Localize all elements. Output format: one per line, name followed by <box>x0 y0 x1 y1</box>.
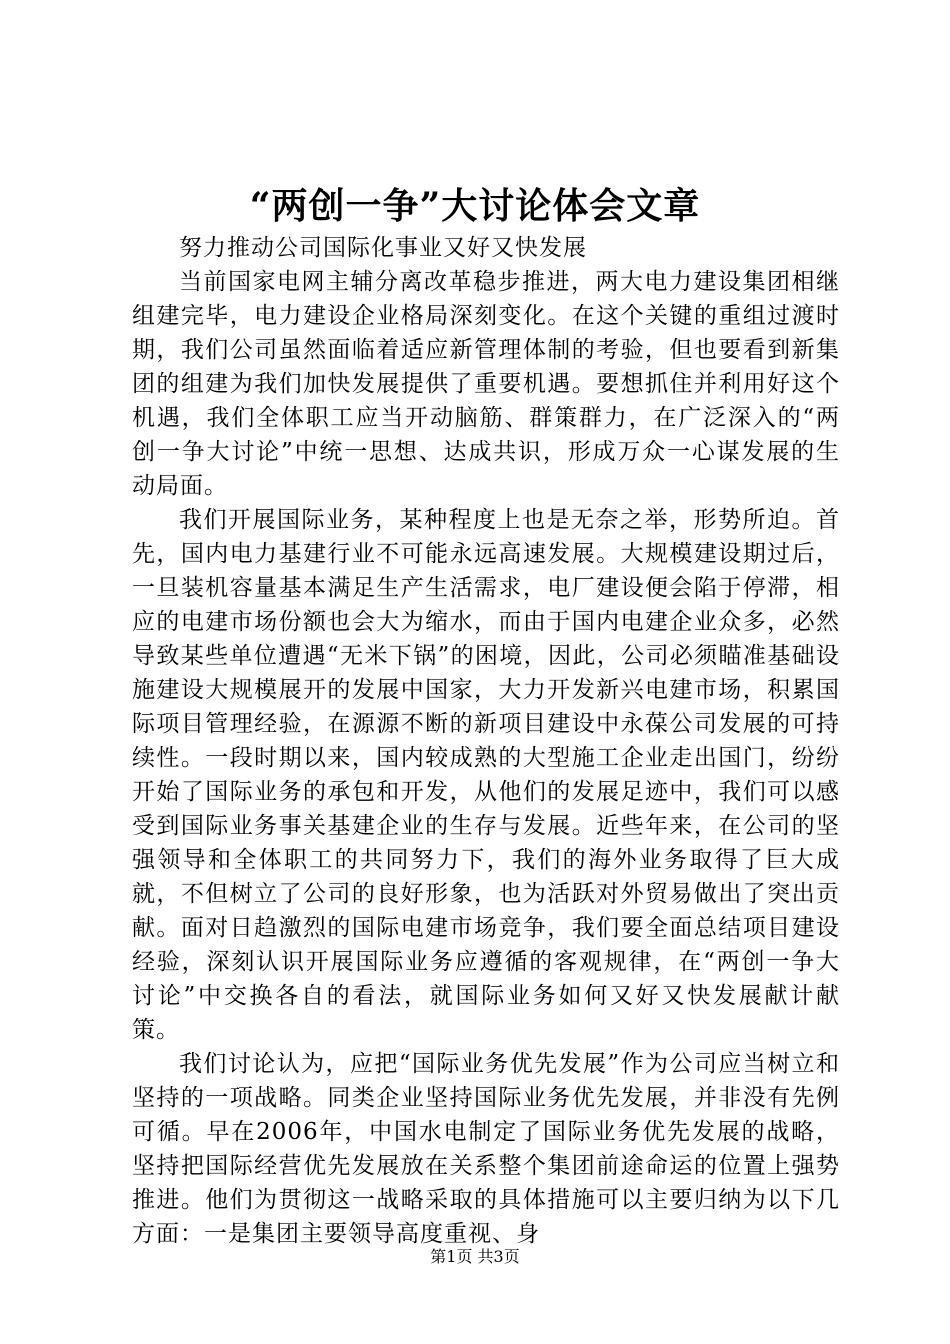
document-body <box>132 231 840 1251</box>
document-title: “两创一争”大讨论体会文章 <box>249 185 701 227</box>
paragraph-2: 我们开展国际业务，某种程度上也是无奈之举，形势所迫。首先，国内电力基建行业不可能永远高速发展。大规模建设期过后，一旦装机容量基本满足生产生活需求，电厂建设便会陷于停滞，相应的电建市场份额也会大为缩水，而由于国内电建企业众多，必然导致某些单位遭遇“无米下锅”的困境，因此，公司必须瞄准基础设施建设大规模展开的发展中国家，大力开发新兴电建市场，积累国际项目管理经验，在源源不断的新项目建设中永葆公司发展的可持续性。一段时期以来，国内较成熟的大型施工企业走出国门，纷纷开始了国际业务的承包和开发，从他们的发展足迹中，我们可以感受到国际业务事关基建企业的生存与发展。近些年来，在公司的坚强领导和全体职工的共同努力下，我们的海外业务取得了巨大成就，不但树立了公司的良好形象，也为活跃对外贸易做出了突出贡献。面对日趋激烈的国际电建市场竞争，我们要全面总结项目建设经验，深刻认识开展国际业务应遵循的客观规律，在“两创一争大讨论”中交换各自的看法，就国际业务如何又好又快发展献计献策。 <box>132 507 840 1043</box>
subtitle: 努力推动公司国际化事业又好又快发展 <box>179 235 587 261</box>
paragraph-3: 我们讨论认为，应把“国际业务优先发展”作为公司应当树立和坚持的一项战略。同类企业坚持国际业务优先发展，并非没有先例可循。早在2006年，中国水电制定了国际业务优先发展的战略，坚持把国际经营优先发展放在关系整个集团前途命运的位置上强势推进。他们为贯彻这一战略采取的具体措施可以主要归纳为以下几方面：一是集团主要领导高度重视、身 <box>132 1051 840 1247</box>
paragraph-1: 当前国家电网主辅分离改革稳步推进，两大电力建设集团相继组建完毕，电力建设企业格局深刻变化。在这个关键的重组过渡时期，我们公司虽然面临着适应新管理体制的考验，但也要看到新集团的组建为我们加快发展提供了重要机遇。要想抓住并利用好这个机遇，我们全体职工应当开动脑筋、群策群力，在广泛深入的“两创一争大讨论”中统一思想、达成共识，形成万众一心谋发展的生动局面。 <box>132 269 840 499</box>
page-footer: 第1页 共3页 <box>430 1247 520 1266</box>
